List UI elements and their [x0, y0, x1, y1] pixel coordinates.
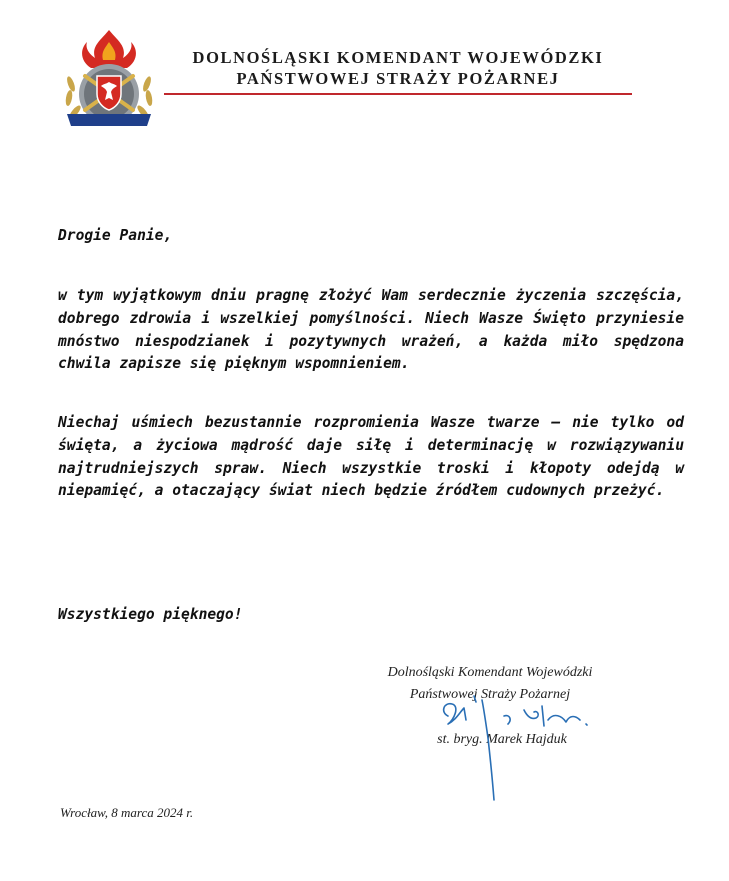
- header-divider: [164, 93, 632, 95]
- handwritten-signature-icon: [430, 690, 620, 810]
- letter-paragraph-1: w tym wyjątkowym dniu pragnę złożyć Wam serdecznie życzenia szczęścia, dobrego zdrowia i wszelkiej pomyślności. Niech Wasze Święto przyniesie mnóstwo niespodzianek i pozytywnych wrażeń, a każda miło spędzona chwila zapisze się pięknym wspomnieniem.: [58, 287, 684, 373]
- header-title-line2: PAŃSTWOWEJ STRAŻY POŻARNEJ: [236, 69, 560, 88]
- signatory-title-line2: Państwowej Straży Pożarnej: [409, 687, 571, 702]
- letter-date: Wrocław, 8 marca 2024 r.: [60, 805, 194, 820]
- signatory-name: st. bryg. Marek Hajduk: [437, 732, 567, 747]
- signatory-title-line1: Dolnośląski Komendant Wojewódzki: [387, 665, 593, 680]
- fire-service-emblem-icon: [61, 28, 157, 128]
- letter-paragraph-2: Niechaj uśmiech bezustannie rozpromienia Wasze twarze – nie tylko od święta, a życiowa mądrość daje siłę i determinację w rozwiązywaniu najtrudniejszych spraw. Niech wszystkie troski i kłopoty odejdą w niepamięć, a otaczający świat niech będzie źródłem cudownych przeżyć.: [58, 414, 684, 500]
- letter-closing: Wszystkiego pięknego!: [58, 606, 243, 623]
- letter-greeting: Drogie Panie,: [58, 227, 173, 244]
- header-title-line1: DOLNOŚLĄSKI KOMENDANT WOJEWÓDZKI: [192, 48, 604, 67]
